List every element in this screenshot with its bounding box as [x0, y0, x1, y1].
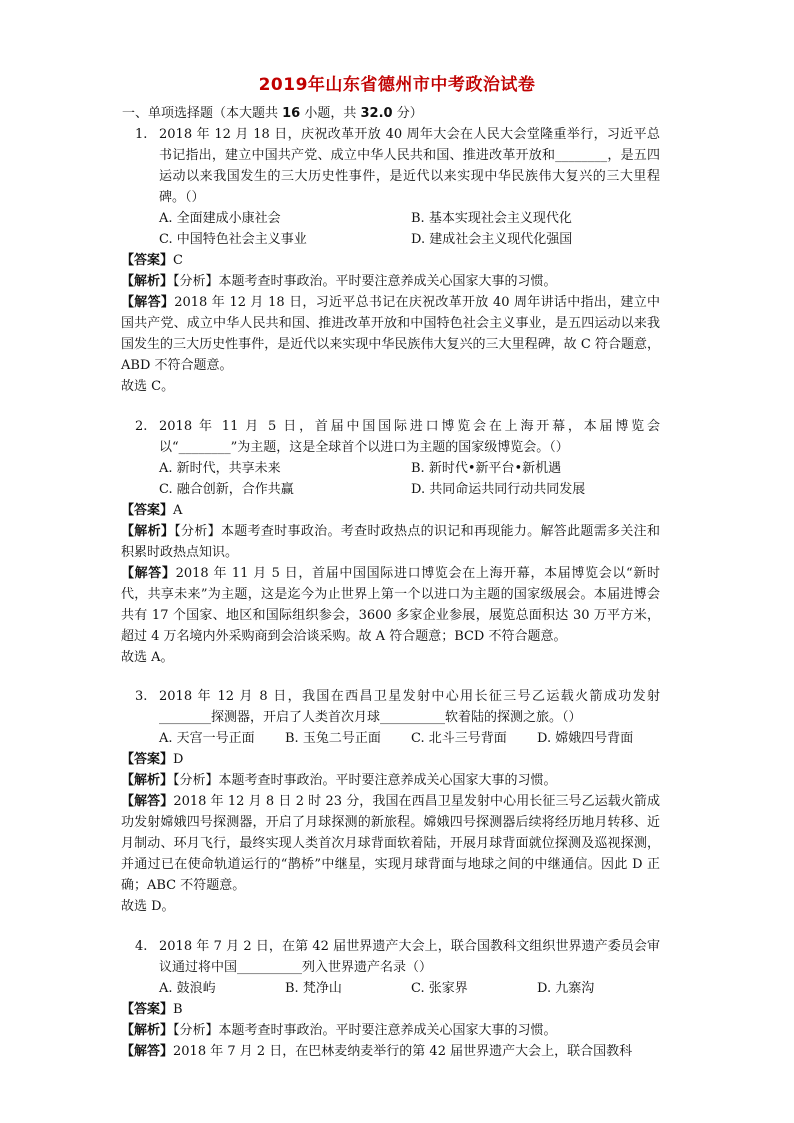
document-title: 2019年山东省德州市中考政治试卷	[258, 75, 536, 95]
option-a: A. 天宫一号正面	[159, 731, 255, 746]
conclusion-line: 故选 A。	[121, 650, 174, 665]
analysis-line: 【解析】【分析】本题考查时事政治。平时要注意养成关心国家大事的习惯。	[121, 773, 557, 788]
conclusion-line: 故选 D。	[121, 899, 175, 914]
analysis-line: 【解析】【分析】本题考查时事政治。平时要注意养成关心国家大事的习惯。	[121, 274, 557, 289]
question-number: 1.	[135, 127, 148, 142]
question-3	[121, 686, 660, 917]
option-d: D. 建成社会主义现代化强国	[411, 232, 573, 247]
option-a: A. 新时代，共享未来	[159, 461, 281, 476]
question-stem	[135, 124, 660, 208]
analysis-line: 【解析】【分析】本题考查时事政治。考查时政热点的识记和再现能力。解答此题需多关注和积累时政热点知识。	[121, 524, 660, 560]
conclusion-line: 故选 C。	[121, 379, 175, 394]
question-count: 16	[282, 106, 301, 121]
solution-paragraph: 【解答】2018 年 12 月 18 日，习近平总书记在庆祝改革开放 40 周年讲话中指出，建立中国共产党、成立中华人民共和国、推进改革开放和中国特色社会主义事业，是五四运动以来我国发生的三大历史性事件，是近代以来实现中华民族伟大复兴的三大里程碑，故 C 符合题意，ABD 不符合题意。	[121, 295, 660, 373]
options-list	[159, 978, 660, 999]
question-text: 2018 年 11 月 5 日，首届中国国际进口博览会在上海开幕，本届博览会以“________”为主题，这是全球首个以进口为主题的国家级博览会。（）	[159, 419, 660, 455]
section-heading: 一、单项选择题（本大题共 16 小题，共 32.0 分）	[122, 106, 423, 121]
option-a: A. 鼓浪屿	[159, 981, 216, 996]
analysis-line: 【解析】【分析】本题考查时事政治。平时要注意养成关心国家大事的习惯。	[121, 1023, 557, 1038]
answer-line: 【答案】D	[121, 752, 184, 767]
option-b: B. 新时代•新平台•新机遇	[411, 461, 562, 476]
answer-value: A	[173, 503, 183, 518]
answer-value: D	[173, 752, 184, 767]
question-1	[121, 124, 660, 397]
option-d: D. 九寨沟	[537, 981, 595, 996]
options-list	[159, 728, 660, 749]
option-a: A. 全面建成小康社会	[159, 211, 281, 226]
answer-line: 【答案】A	[121, 503, 183, 518]
options-list	[159, 458, 660, 500]
solution-paragraph: 【解答】2018 年 7 月 2 日，在巴林麦纳麦举行的第 42 届世界遗产大会上，联合国教科	[121, 1044, 633, 1059]
question-number: 2.	[135, 419, 148, 434]
option-d: D. 共同命运共同行动共同发展	[411, 482, 586, 497]
solution-paragraph: 【解答】2018 年 11 月 5 日，首届中国国际进口博览会在上海开幕，本届博览会以“新时代，共享未来”为主题，这是迄今为止世界上第一个以进口为主题的国家级展会。本届进博会共有 17 个国家、地区和国际组织参会，3600 多家企业参展，展览总面积达 30 万平方米，超过 4 万名境内外采购商到会洽谈采购。故 A 符合题意；BCD 不符合题意。	[121, 566, 660, 644]
question-text: 2018 年 12 月 8 日，我国在西昌卫星发射中心用长征三号乙运载火箭成功发射________探测器，开启了人类首次月球__________软着陆的探测之旅。（）	[159, 689, 660, 725]
option-c: C. 北斗三号背面	[411, 731, 507, 746]
options-list	[159, 208, 660, 250]
answer-value: C	[173, 253, 183, 268]
question-number: 4.	[135, 939, 148, 954]
option-c: C. 融合创新，合作共赢	[159, 482, 294, 497]
question-stem	[135, 936, 660, 978]
option-c: C. 中国特色社会主义事业	[159, 232, 307, 247]
solution-paragraph: 【解答】2018 年 12 月 8 日 2 时 23 分，我国在西昌卫星发射中心用长征三号乙运载火箭成功发射嫦娥四号探测器，开启了月球探测的新旅程。嫦娥四号探测器后续将经历地月转移、近月制动、环月飞行，最终实现人类首次月球背面软着陆，开展月球背面就位探测及巡视探测，并通过已在使命轨道运行的“鹊桥”中继星，实现月球背面与地球之间的中继通信。因此 D 正确；ABC 不符题意。	[121, 794, 660, 893]
option-b: B. 梵净山	[285, 981, 342, 996]
answer-value: B	[173, 1002, 183, 1017]
option-d: D. 嫦娥四号背面	[537, 731, 634, 746]
question-text: 2018 年 12 月 18 日，庆祝改革开放 40 周年大会在人民大会堂隆重举行，习近平总书记指出，建立中国共产党、成立中华人民共和国、推进改革开放和________，是五四运动以来我国发生的三大历史性事件，是近代以来实现中华民族伟大复兴的三大里程碑。（）	[159, 127, 660, 205]
option-b: B. 基本实现社会主义现代化	[411, 211, 572, 226]
answer-line: 【答案】C	[121, 253, 183, 268]
question-stem	[135, 416, 660, 458]
question-4	[121, 936, 660, 1062]
question-2	[121, 416, 660, 668]
answer-line: 【答案】B	[121, 1002, 183, 1017]
option-b: B. 玉兔二号正面	[285, 731, 381, 746]
question-number: 3.	[135, 689, 148, 704]
question-text: 2018 年 7 月 2 日，在第 42 届世界遗产大会上，联合国教科文组织世界遗产委员会审议通过将中国__________列入世界遗产名录（）	[159, 939, 660, 975]
total-score: 32.0	[360, 106, 393, 121]
question-stem	[135, 686, 660, 728]
option-c: C. 张家界	[411, 981, 468, 996]
